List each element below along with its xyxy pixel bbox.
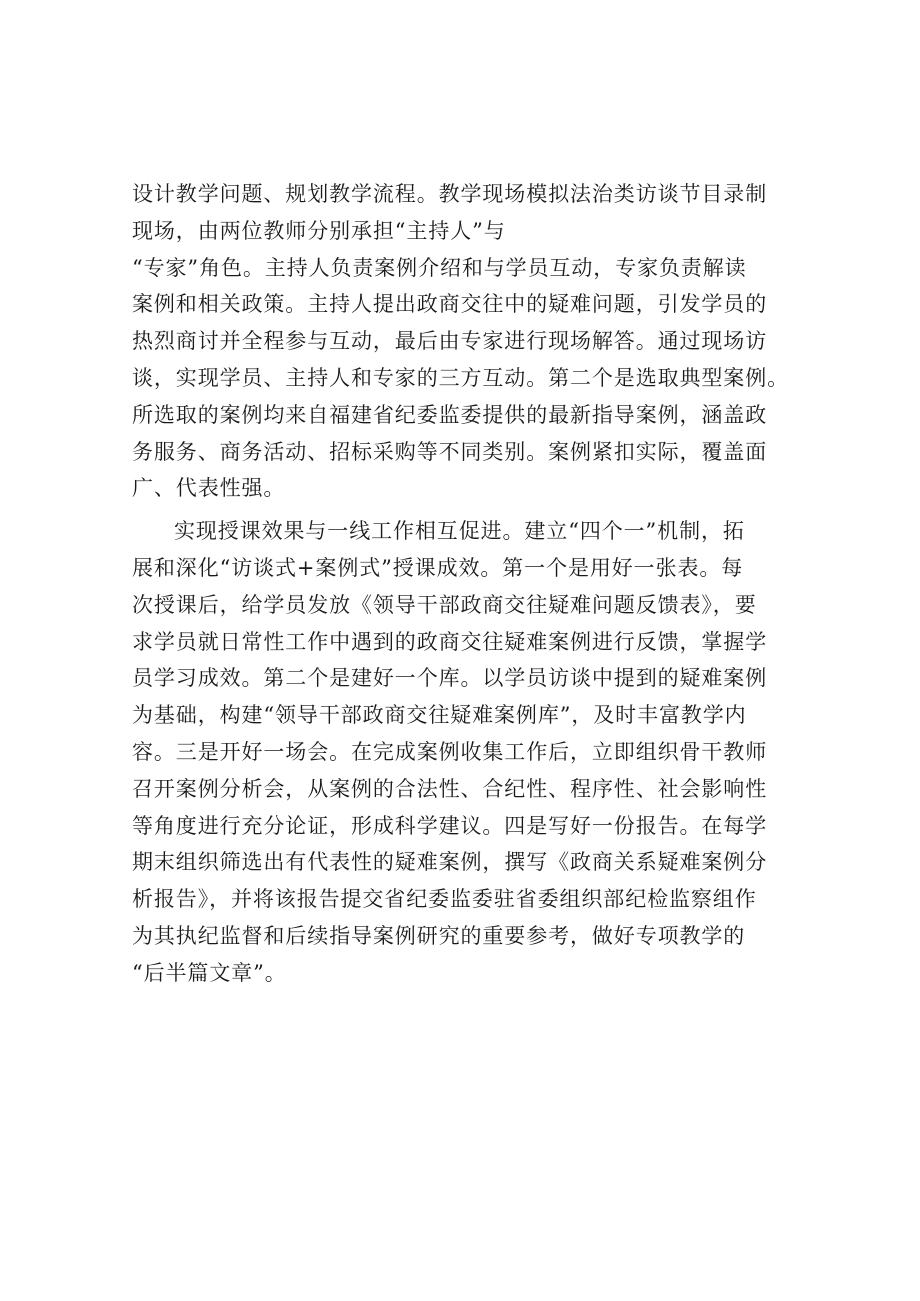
document-body [132, 176, 792, 992]
text-line: 所选取的案例均来自福建省纪委监委提供的最新指导案例，涵盖政 [132, 402, 768, 427]
text-line: 召开案例分析会，从案例的合法性、合纪性、程序性、社会影响性 [132, 776, 768, 801]
text-line-first: 实现授课效果与一线工作相互促进。建立“四个一”机制，拓 [174, 519, 745, 544]
text-line: 析报告》，并将该报告提交省纪委监委驻省委组织部纪检监察组作 [132, 887, 757, 912]
text-line: 求学员就日常性工作中遇到的政商交往疑难案例进行反馈，掌握学 [132, 629, 768, 654]
text-line: 容。三是开好一场会。在完成案例收集工作后，立即组织骨干教师 [132, 739, 768, 764]
paragraph-2 [132, 513, 792, 991]
text-line: 务服务、商务活动、招标采购等不同类别。案例紧扣实际，覆盖面 [132, 439, 768, 464]
text-line: 设计教学问题、规划教学流程。教学现场模拟法治类访谈节目录制 [132, 182, 768, 206]
text-line: 热烈商讨并全程参与互动，最后由专家进行现场解答。通过现场访 [132, 329, 768, 354]
text-line: 案例和相关政策。主持人提出政商交往中的疑难问题，引发学员的 [132, 292, 768, 317]
text-line: 展和深化“访谈式+案例式”授课成效。第一个是用好一张表。每 [132, 555, 744, 580]
text-line: 次授课后，给学员发放《领导干部政商交往疑难问题反馈表》，要 [132, 592, 757, 617]
text-line: 员学习成效。第二个是建好一个库。以学员访谈中提到的疑难案例 [132, 666, 768, 691]
text-line: 现场，由两位教师分别承担“主持人”与 [132, 218, 506, 243]
text-line: “专家”角色。主持人负责案例介绍和与学员互动，专家负责解读 [132, 255, 747, 280]
text-line: 为其执纪监督和后续指导案例研究的重要参考，做好专项教学的 [132, 923, 746, 948]
text-line: 期末组织筛选出有代表性的疑难案例，撰写《政商关系疑难案例分 [132, 850, 768, 875]
text-line: 广、代表性强。 [132, 476, 286, 501]
paragraph-1 [132, 176, 792, 507]
text-line: 等角度进行充分论证，形成科学建议。四是写好一份报告。在每学 [132, 813, 768, 838]
text-line: 谈，实现学员、主持人和专家的三方互动。第二个是选取典型案例。 [132, 365, 789, 390]
text-line: “后半篇文章”。 [132, 960, 287, 985]
text-line: 为基础，构建“领导干部政商交往疑难案例库”，及时丰富教学内 [132, 703, 747, 728]
